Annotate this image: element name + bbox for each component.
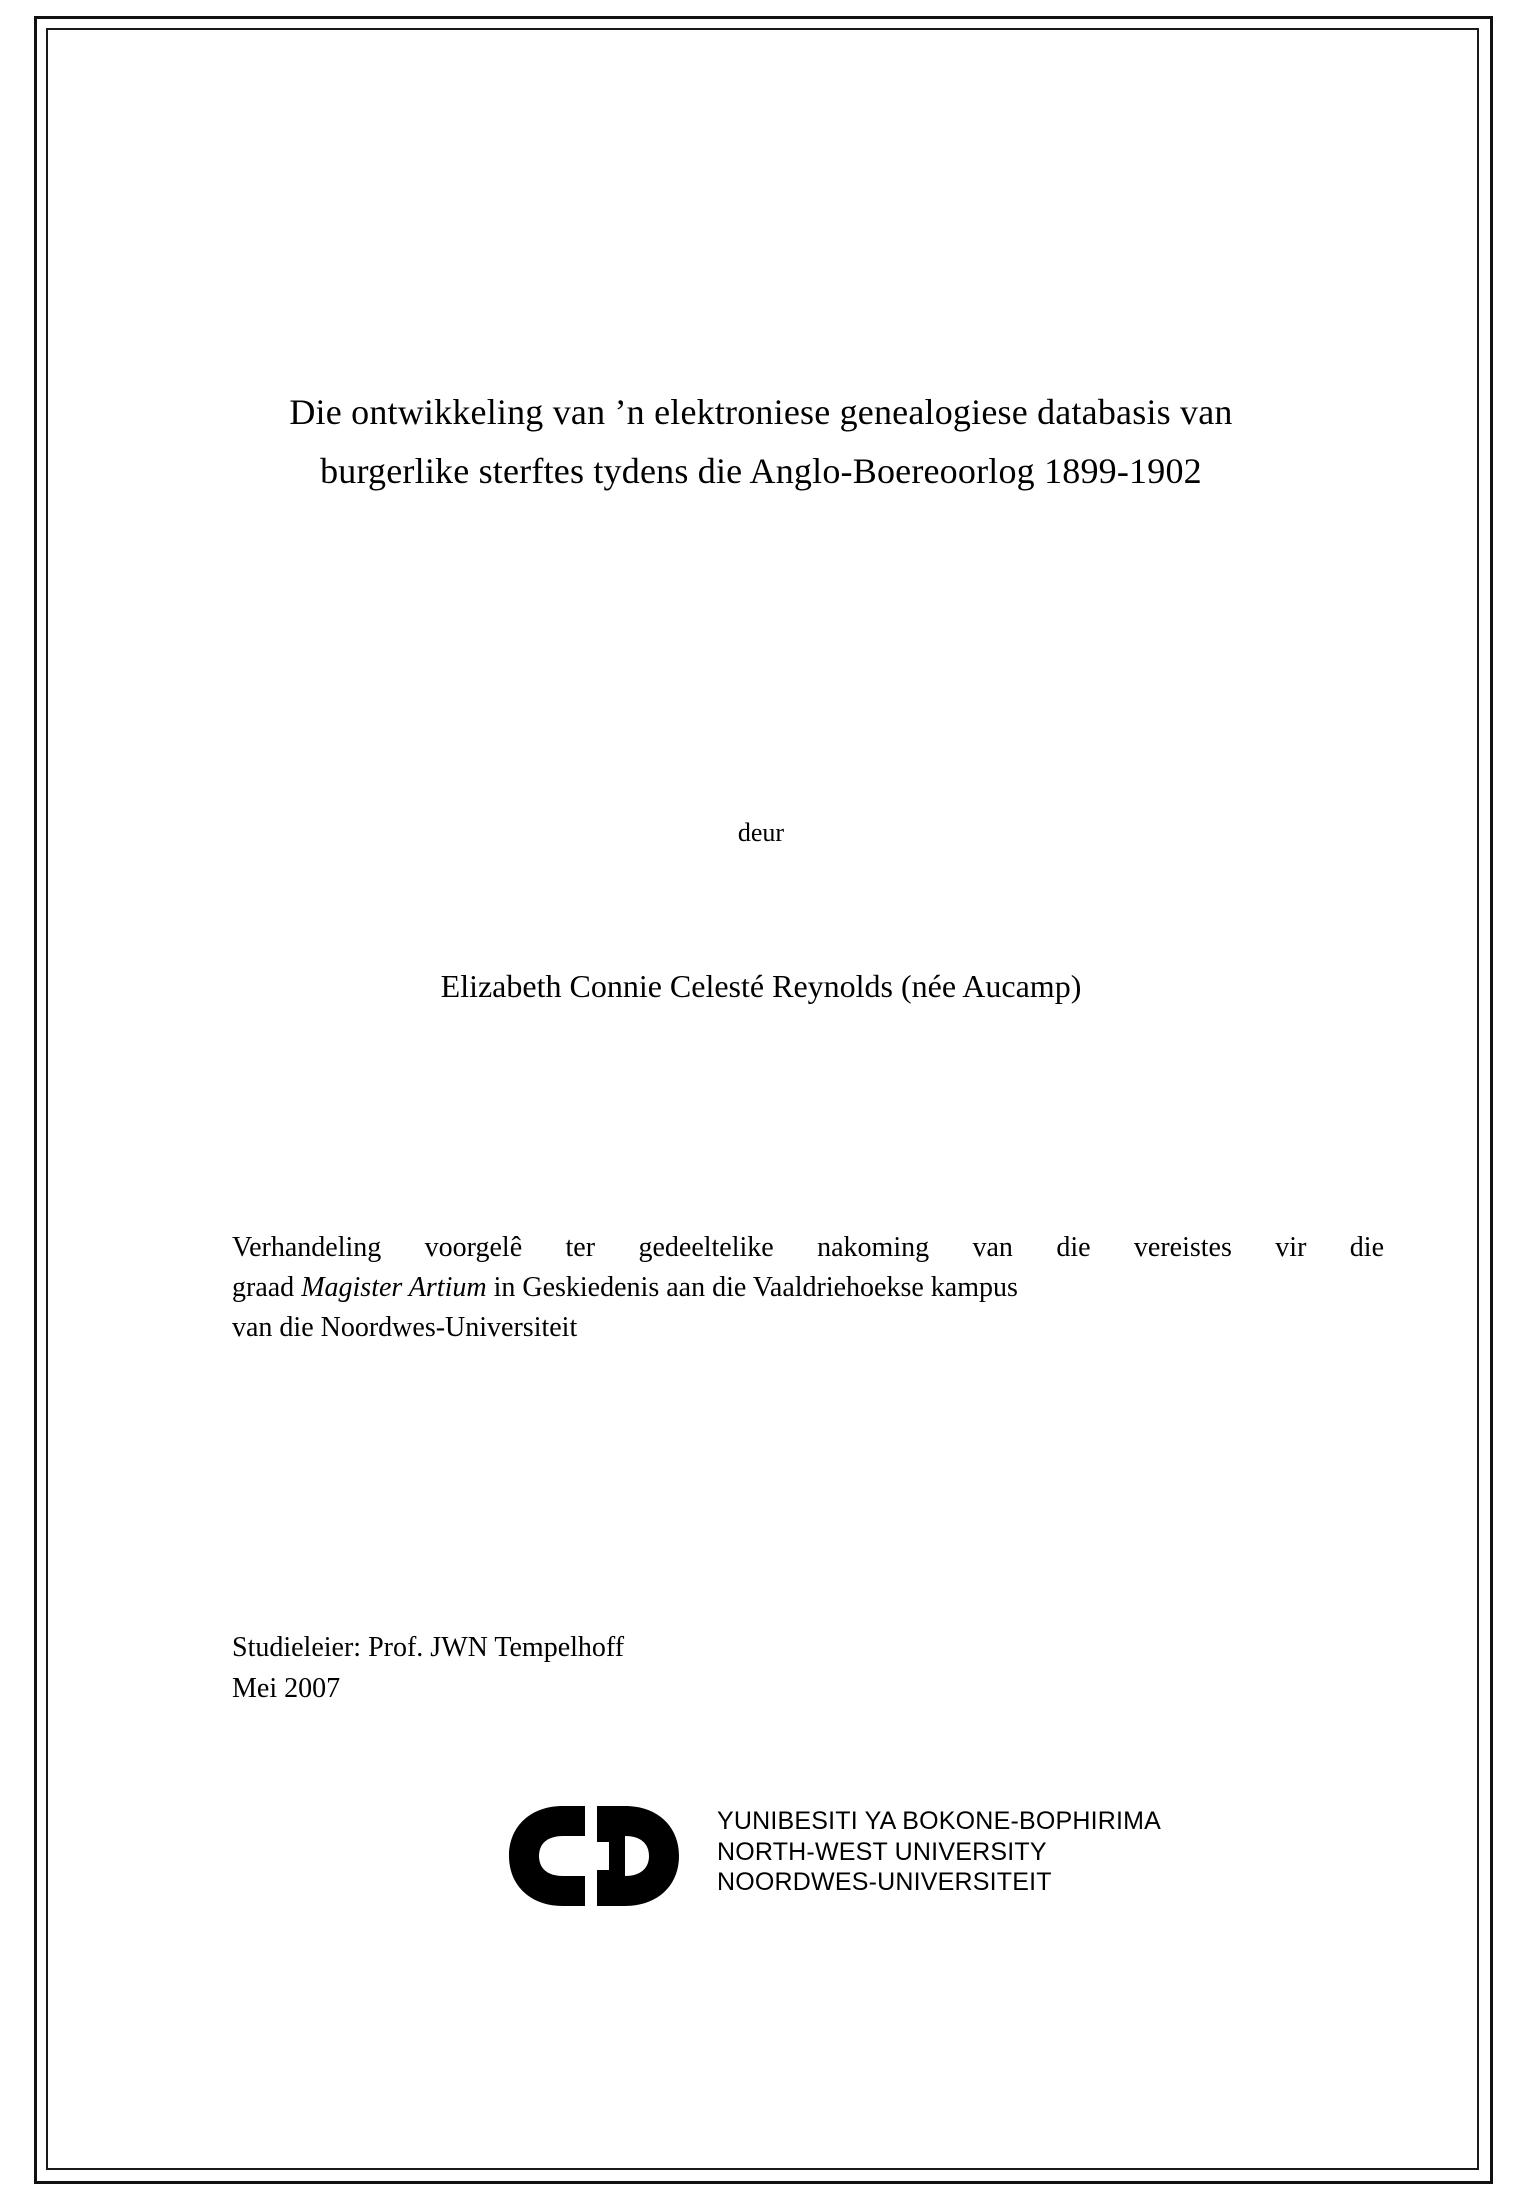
statement-line-2 [232, 1268, 1384, 1308]
title-line-1: Die ontwikkeling van ’n elektroniese genealogiese databasis van [289, 392, 1233, 432]
by-label: deur [737, 818, 785, 847]
logo-line-3: NOORDWES-UNIVERSITEIT [717, 1868, 1052, 1896]
statement-line-2-post: in Geskiedenis aan die Vaaldriehoekse kampus [486, 1271, 1018, 1303]
university-logo-text [717, 1806, 1161, 1898]
statement-line-3: van die Noordwes-Universiteit [232, 1311, 578, 1343]
document-title [186, 383, 1336, 502]
title-line-2: burgerlike sterftes tydens die Anglo-Boereoorlog 1899-1902 [320, 451, 1202, 492]
statement-line-1: Verhandeling voorgelê ter gedeeltelike nakoming van die vereistes vir die [232, 1232, 1384, 1263]
logo-line-2: NORTH-WEST UNIVERSITY [717, 1837, 1047, 1866]
author-name: Elizabeth Connie Celesté Reynolds (née Aucamp) [440, 968, 1082, 1004]
degree-name: Magister Artium [301, 1271, 487, 1303]
supervisor-block [232, 1628, 1132, 1709]
submission-date: Mei 2007 [232, 1672, 341, 1704]
university-logo-block [501, 1796, 1162, 1916]
logo-line-1: YUNIBESITI YA BOKONE-BOPHIRIMA [717, 1807, 1162, 1835]
university-logo-icon [501, 1802, 701, 1910]
page-content [46, 28, 1479, 2170]
supervisor-name: Studieleier: Prof. JWN Tempelhoff [232, 1632, 625, 1663]
statement-line-2-pre: graad [232, 1271, 302, 1303]
degree-statement [232, 1228, 1384, 1347]
